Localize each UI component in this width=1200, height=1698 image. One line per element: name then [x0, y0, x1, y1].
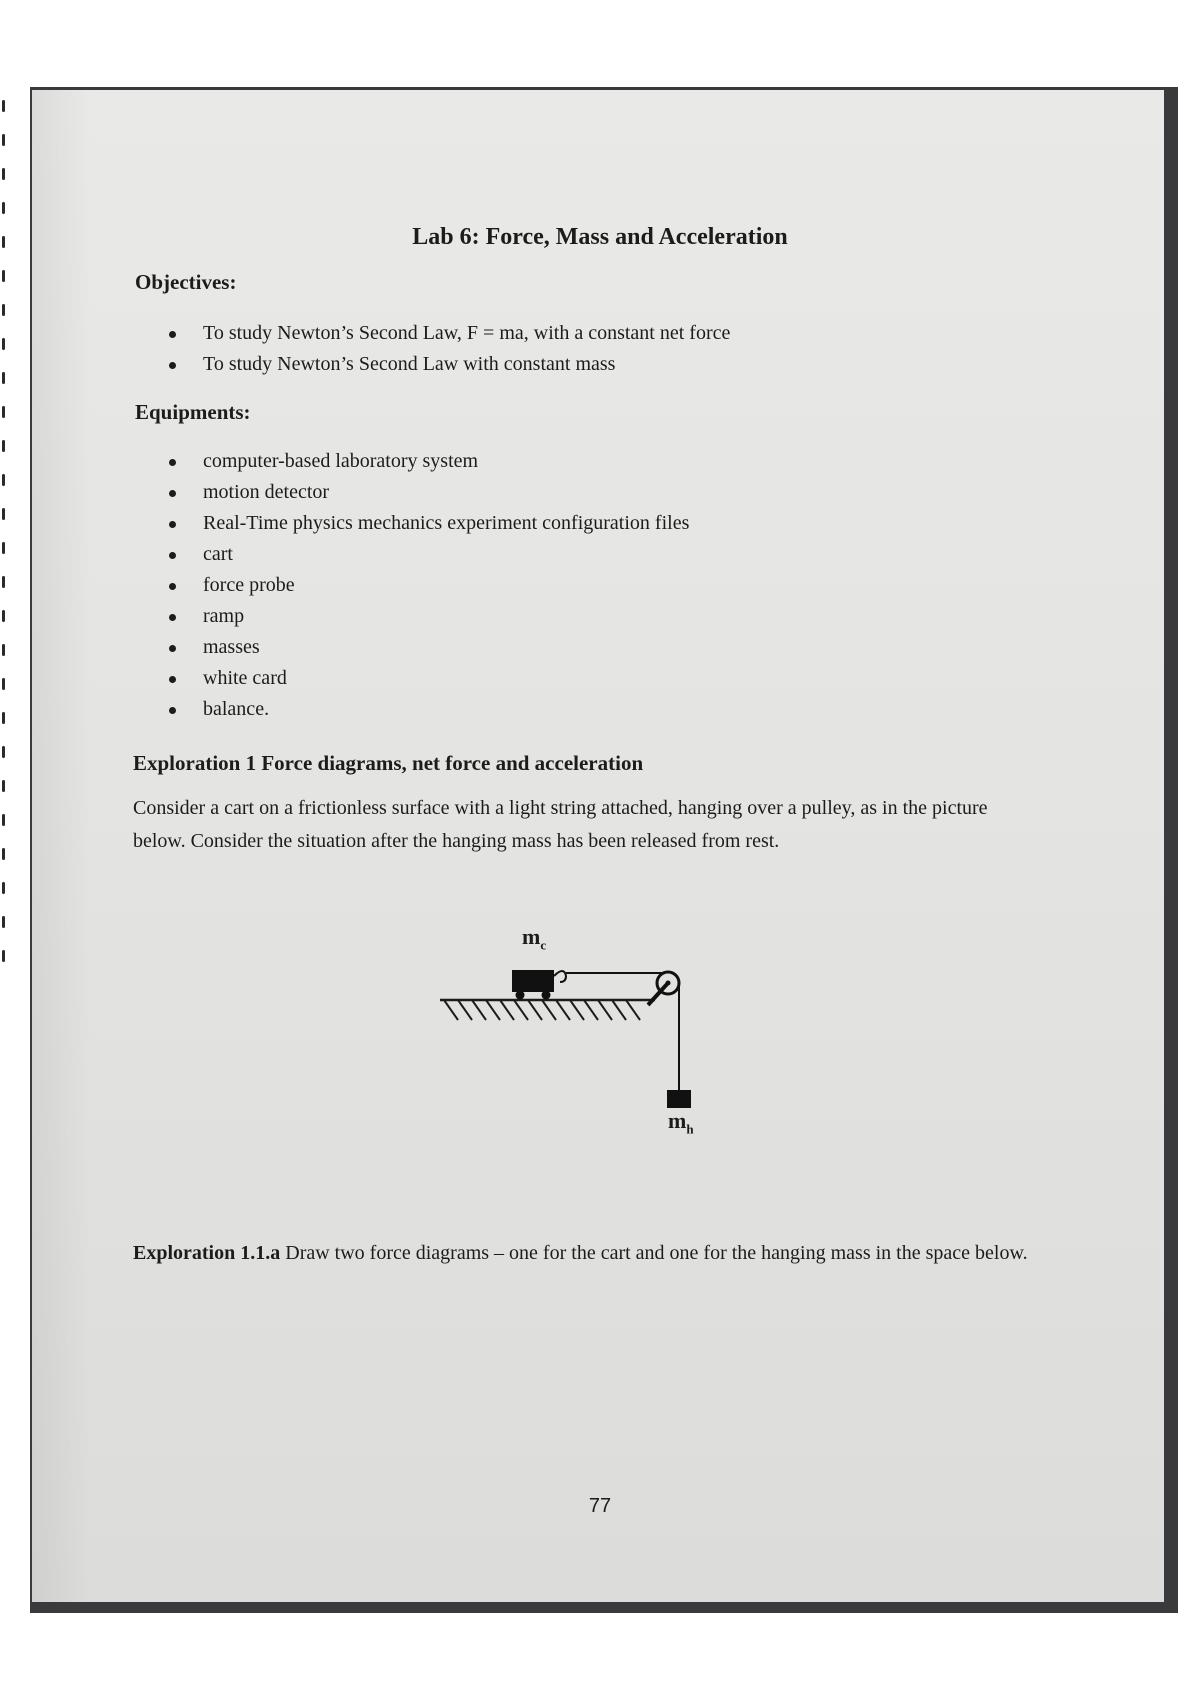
bullet-icon — [169, 362, 176, 369]
exploration-1-1-a-label: Exploration 1.1.a — [133, 1242, 281, 1264]
page-title: Lab 6: Force, Mass and Acceleration — [412, 224, 788, 250]
page-number: 77 — [588, 1495, 612, 1517]
list-item: white card — [135, 663, 689, 694]
paper-shadow — [32, 90, 92, 1602]
bullet-icon — [169, 676, 176, 683]
bullet-icon — [169, 707, 176, 714]
exploration-1-1-a — [133, 1237, 1033, 1270]
list-item: computer-based laboratory system — [135, 446, 689, 477]
list-item: balance. — [135, 694, 689, 725]
list-item: ramp — [135, 601, 689, 632]
bullet-icon — [169, 552, 176, 559]
bullet-icon — [169, 490, 176, 497]
exploration-1-1-a-text: Draw two force diagrams – one for the cart and one for the hanging mass in the space below. — [280, 1242, 1028, 1264]
cart-wheel — [516, 991, 525, 1000]
equipments-heading: Equipments: — [135, 400, 251, 424]
binder-holes — [0, 100, 30, 1600]
bullet-icon — [169, 583, 176, 590]
list-item: masses — [135, 632, 689, 663]
list-item: Real-Time physics mechanics experiment configuration files — [135, 508, 689, 539]
list-item: cart — [135, 539, 689, 570]
cart-mass-label: $m_c$ — [522, 924, 547, 953]
list-item: To study Newton’s Second Law with constant mass — [135, 349, 730, 380]
bullet-icon — [169, 614, 176, 621]
bullet-icon — [169, 459, 176, 466]
bullet-icon — [169, 521, 176, 528]
list-item: To study Newton’s Second Law, F = ma, with a constant net force — [135, 318, 730, 349]
exploration-1-heading: Exploration 1 Force diagrams, net force and acceleration — [133, 751, 644, 775]
bullet-icon — [169, 645, 176, 652]
cart-pulley-diagram — [430, 920, 730, 1160]
list-item: force probe — [135, 570, 689, 601]
hanging-mass-label: $m_h$ — [668, 1108, 694, 1137]
bullet-icon — [169, 331, 176, 338]
cart-wheel — [542, 991, 551, 1000]
objectives-list — [135, 318, 730, 380]
surface-hatching — [444, 1000, 640, 1020]
list-item: motion detector — [135, 477, 689, 508]
objectives-heading: Objectives: — [135, 270, 237, 294]
hanging-mass — [667, 1090, 691, 1108]
exploration-1-text: Consider a cart on a frictionless surface with a light string attached, hanging over a pulley, as in the picture below. Consider the situation after the hanging mass has been released from rest. — [133, 797, 988, 852]
equipments-list — [135, 446, 689, 725]
cart — [512, 970, 554, 992]
